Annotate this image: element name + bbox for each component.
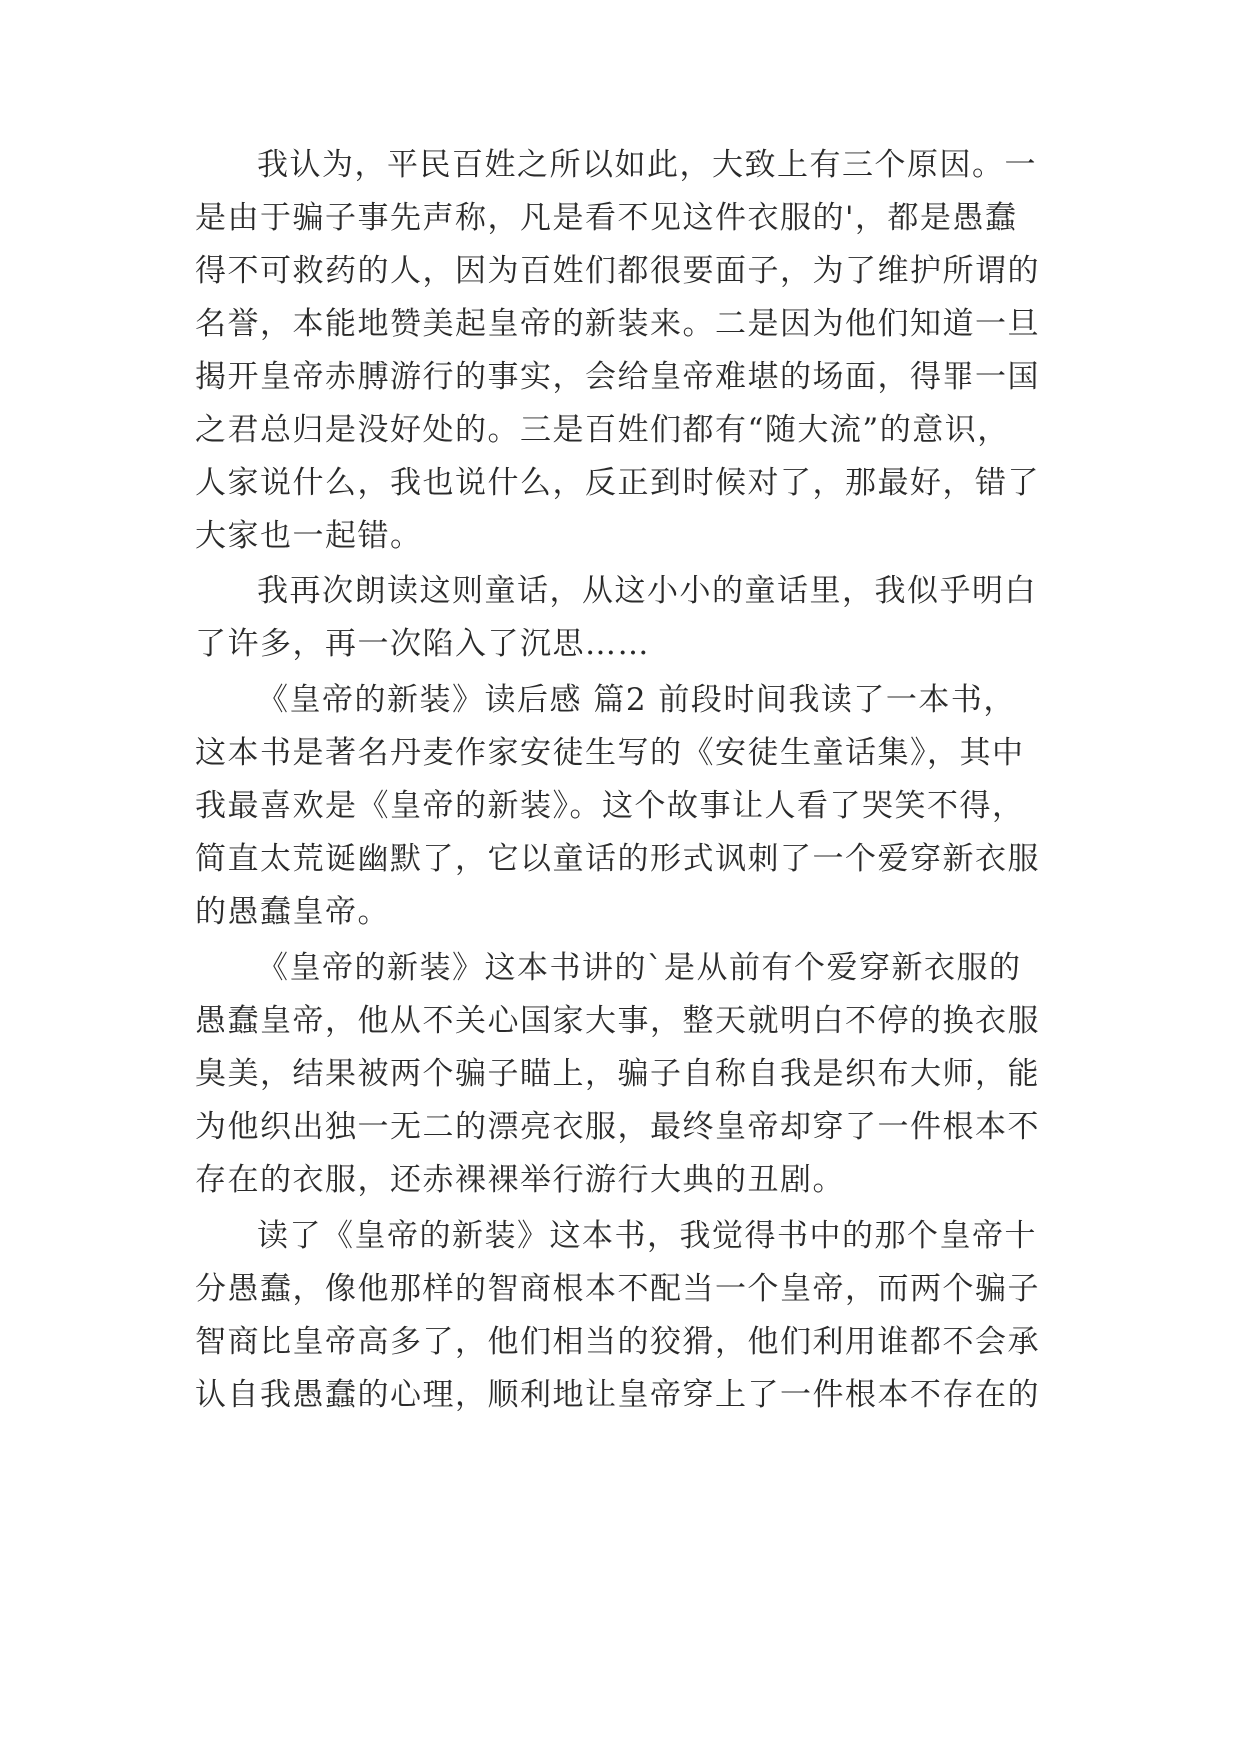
text-line: 的愚蠢皇帝。: [195, 894, 390, 930]
text-line: 认自我愚蠢的心理，顺利地让皇帝穿上了一件根本不存在的: [195, 1377, 1040, 1413]
text-line: 我认为，平民百姓之所以如此，大致上有三个原因。一: [257, 147, 1037, 183]
text-line: 之君总归是没好处的。三是百姓们都有“随大流”的意识，: [195, 412, 1010, 448]
text-line: 名誉，本能地赞美起皇帝的新装来。二是因为他们知道一旦: [195, 306, 1040, 342]
text-line: 智商比皇帝高多了，他们相当的狡猾，他们利用谁都不会承: [195, 1324, 1040, 1360]
text-line: 臭美，结果被两个骗子瞄上，骗子自称自我是织布大师，能: [195, 1056, 1040, 1092]
text-line: 了许多，再一次陷入了沉思……: [195, 626, 650, 662]
text-line: 我最喜欢是《皇帝的新装》。这个故事让人看了哭笑不得，: [195, 788, 1025, 824]
text-line: 《皇帝的新装》读后感 篇2 前段时间我读了一本书，: [257, 682, 1016, 718]
text-line: 这本书是著名丹麦作家安徒生写的《安徒生童话集》，其中: [195, 735, 1025, 771]
text-line: 读了《皇帝的新装》这本书，我觉得书中的那个皇帝十: [257, 1218, 1037, 1254]
text-line: 是由于骗子事先声称，凡是看不见这件衣服的'，都是愚蠢: [195, 200, 1018, 236]
text-line: 我再次朗读这则童话，从这小小的童话里，我似乎明白: [257, 573, 1037, 609]
text-line: 存在的衣服，还赤裸裸举行游行大典的丑剧。: [195, 1162, 845, 1198]
text-line: 得不可救药的人，因为百姓们都很要面子，为了维护所谓的: [195, 253, 1040, 289]
text-line: 愚蠢皇帝，他从不关心国家大事，整天就明白不停的换衣服: [195, 1003, 1040, 1039]
text-line: 分愚蠢，像他那样的智商根本不配当一个皇帝，而两个骗子: [195, 1271, 1040, 1307]
text-line: 大家也一起错。: [195, 518, 423, 554]
text-line: 揭开皇帝赤膊游行的事实，会给皇帝难堪的场面，得罪一国: [195, 359, 1040, 395]
text-line: 简直太荒诞幽默了，它以童话的形式讽刺了一个爱穿新衣服: [195, 841, 1040, 877]
text-line: 人家说什么，我也说什么，反正到时候对了，那最好，错了: [195, 465, 1040, 501]
text-line: 为他织出独一无二的漂亮衣服，最终皇帝却穿了一件根本不: [195, 1109, 1040, 1145]
text-line: 《皇帝的新装》这本书讲的`是从前有个爱穿新衣服的: [257, 950, 1022, 986]
